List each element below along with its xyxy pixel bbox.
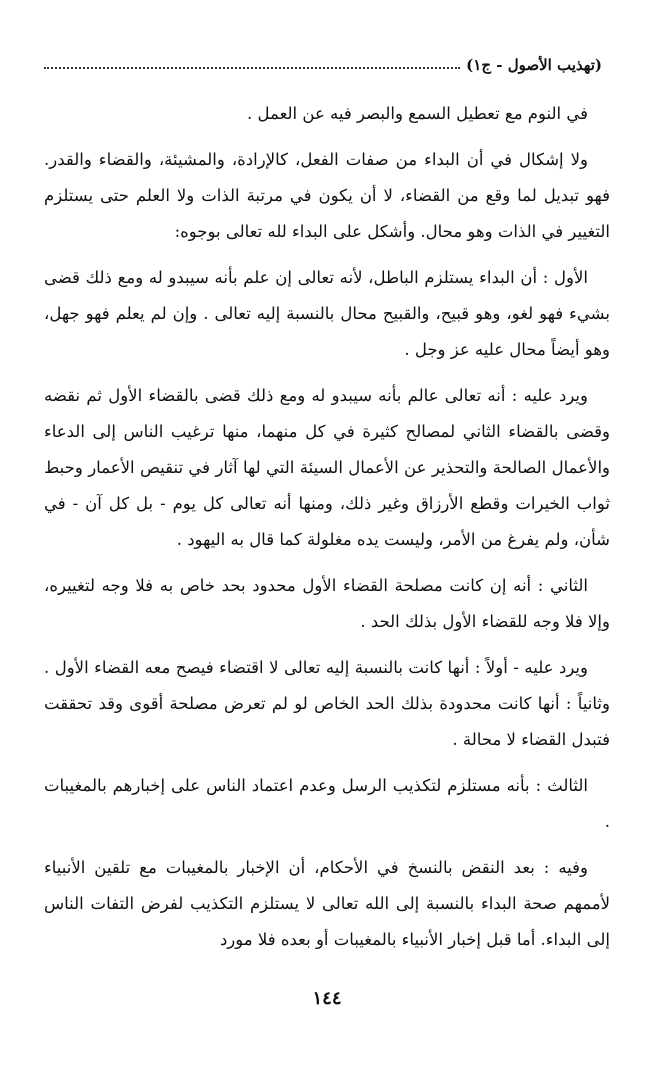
running-header	[44, 52, 602, 78]
running-title: (تهذيب الأصول - ج١)	[466, 56, 602, 74]
paragraph-first-reply: ويرد عليه : أنه تعالى عالم بأنه سيبدو له ومع ذلك قضى بالقضاء الأول ثم نقضه وقضى بالقضاء الثاني لمصالح كثيرة في كل منهما، منها ترغيب الناس إلى الدعاء والأعمال الصالحة والتحذير عن الأعمال السيئة التي لها آثار في تنقيص الأعمار وحبط ثواب الخيرات وقطع الأرزاق وغير ذلك، ومنها أنه تعالى كل يوم - بل كل آن - في شأن، ولم يفرغ من الأمر، وليست يده مغلولة كما قال به اليهود .	[44, 386, 610, 549]
paragraph-second-objection: الثاني : أنه إن كانت مصلحة القضاء الأول محدود بحد خاص به فلا وجه لتغييره، وإلا فلا وجه للقضاء الأول بذلك الحد .	[44, 576, 610, 631]
page-number: ١٤٤	[312, 988, 342, 1009]
paragraph-second-reply: ويرد عليه - أولاً : أنها كانت بالنسبة إليه تعالى لا اقتضاء فيصح معه القضاء الأول . وثانياً : أنها كانت محدودة بذلك الحد الخاص لو لم تعرض مصلحة أقوى وقد تحققت فتبدل القضاء لا محالة .	[44, 658, 610, 749]
paragraph-continuation: في النوم مع تعطيل السمع والبصر فيه عن العمل .	[247, 104, 588, 123]
header-dotted-leader	[44, 67, 460, 69]
paragraph-first-objection: الأول : أن البداء يستلزم الباطل، لأنه تعالى إن علم بأنه سيبدو له ومع ذلك قضى بشيء فهو لغو، وهو قبيح، والقبيح محال بالنسبة إليه تعالى . وإن لم يعلم فهو جهل، وهو أيضاً محال عليه عز وجل .	[44, 268, 610, 359]
paragraph-intro: ولا إشكال في أن البداء من صفات الفعل، كالإرادة، والمشيئة، والقضاء والقدر. فهو تبديل لما وقع من القضاء، لا أن يكون في مرتبة الذات ولا العلم حتى يستلزم التغيير في الذات وهو محال. وأشكل على البداء لله تعالى بوجوه:	[44, 150, 610, 241]
paragraph-third-reply: وفيه : بعد النقض بالنسخ في الأحكام، أن الإخبار بالمغيبات مع تلقين الأنبياء لأممهم صحة البداء بالنسبة إلى الله تعالى لا يستلزم التكذيب لفرض التفات الناس إلى البداء. أما قبل إخبار الأنبياء بالمغيبات أو بعده فلا مورد	[44, 858, 610, 949]
paragraph-third-objection: الثالث : بأنه مستلزم لتكذيب الرسل وعدم اعتماد الناس على إخبارهم بالمغيبات .	[44, 776, 610, 831]
body-text	[44, 96, 610, 968]
